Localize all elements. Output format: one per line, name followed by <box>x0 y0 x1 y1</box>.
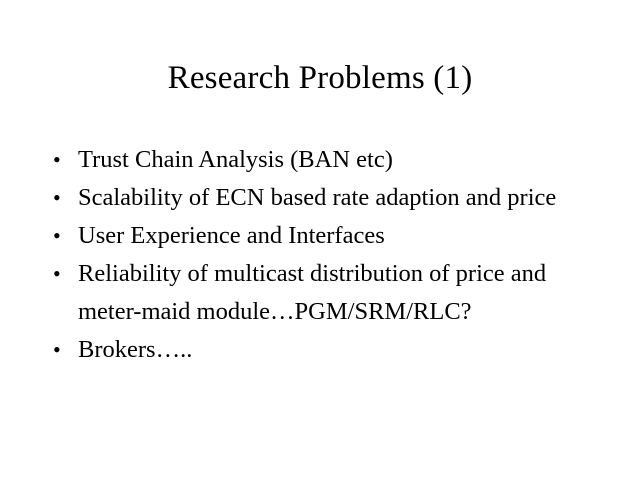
list-item-text: Scalability of ECN based rate adaption and price <box>78 184 557 211</box>
list-item <box>44 255 604 331</box>
bullet-list <box>44 141 604 369</box>
list-item <box>44 331 604 369</box>
list-item <box>44 179 604 217</box>
bullet-marker-icon: • <box>53 223 61 248</box>
list-item <box>44 217 604 255</box>
bullet-marker-icon: • <box>53 147 61 172</box>
list-item-text: User Experience and Interfaces <box>78 222 385 249</box>
list-item-text: Trust Chain Analysis (BAN etc) <box>78 146 393 173</box>
list-item-text: Brokers….. <box>78 336 193 363</box>
bullet-marker-icon: • <box>53 185 61 210</box>
bullet-marker-icon: • <box>53 337 61 362</box>
page-title: Research Problems (1) <box>167 60 473 96</box>
list-item <box>44 141 604 179</box>
bullet-marker-icon: • <box>53 261 61 286</box>
list-item-text: Reliability of multicast distribution of price and meter-maid module…PGM/SRM/RLC? <box>78 260 547 325</box>
